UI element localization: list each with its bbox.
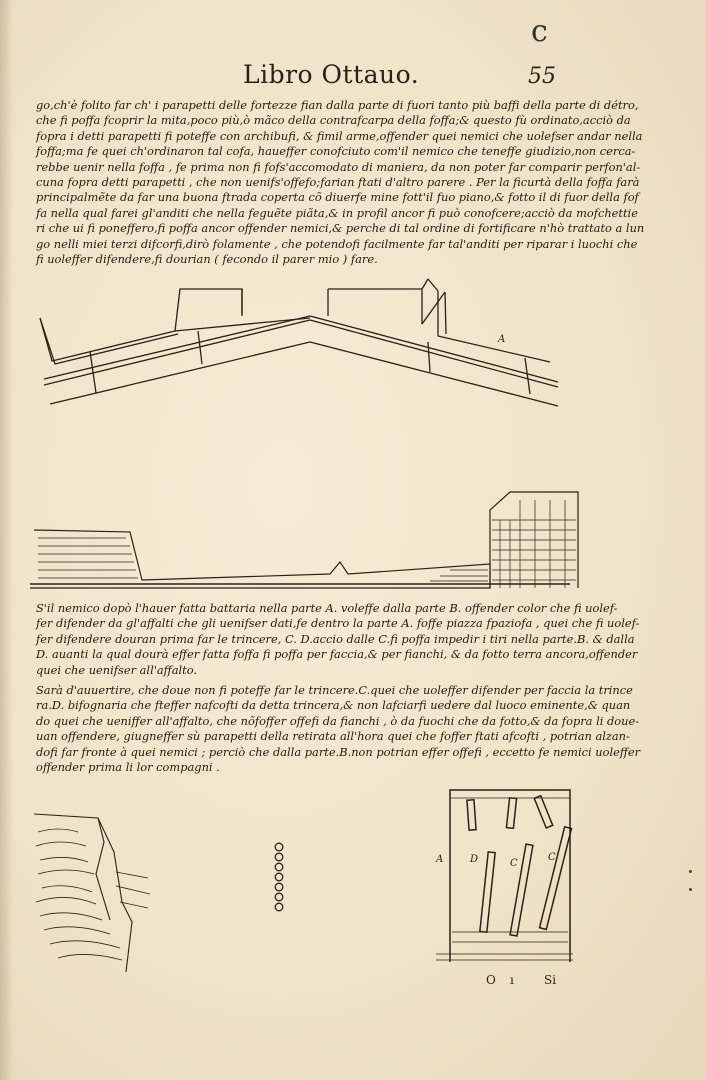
text-line: ri che ui fi poneffero,fi poffa ancor offender nemici,& perche di tal ordine di fortificare n'hò trattato a lun bbox=[36, 221, 645, 236]
chain-ornament bbox=[271, 842, 287, 914]
text-line: do quei che ueniffer all'affalto, che nõfoffer offefi da fianchi , ò da fuochi che da fotto,& da fopra li doue- bbox=[36, 713, 640, 728]
breach-figure bbox=[30, 812, 160, 972]
trench-label-c2: C bbox=[548, 852, 556, 863]
margin-dot bbox=[689, 888, 692, 891]
text-line: fer difendere douran prima far le trincere, C. D.accio dalle C.fi poffa impedir i tiri nella parte.B. & dalla bbox=[36, 631, 635, 646]
trench-label-a: A bbox=[436, 854, 444, 865]
text-line: principalmẽte da far una buona ftrada coperta cõ diuerfe mine fott'il fuo piano,& fotto il di fuor della fof bbox=[36, 190, 639, 205]
scale-label-si: Si bbox=[544, 973, 557, 987]
text-line: ra.D. bifognaria che fteffer nafcofti da detta trincera,& non lafciarfi uedere dal luoco eminente,& quan bbox=[36, 698, 631, 713]
text-line: foffa;ma fe quei ch'ordinaron tal cofa, haueffer conofciuto com'il nemico che teneffe giudizio,non cerca- bbox=[36, 144, 636, 159]
text-line: quei che uenifser all'affalto. bbox=[36, 662, 197, 677]
scale-label-o: O bbox=[486, 973, 496, 987]
paragraph-2 bbox=[36, 601, 639, 678]
text-line: fopra i detti parapetti fi poteffe con archibufi, & fimil arme,offender quei nemici che uolefser andar nella bbox=[36, 128, 643, 143]
text-line: uan offendere, giugneffer sù parapetti della retirata all'hora quei che foffer ftati afcofti , potrian alzan- bbox=[36, 729, 630, 744]
text-line: dofi far fronte à quei nemici ; perciò che dalla parte.B.non potrian effer offefi , eccetto fe nemici uoleffer bbox=[36, 744, 641, 759]
paragraph-3 bbox=[36, 683, 640, 775]
paragraph-1 bbox=[36, 98, 644, 267]
text-line: fi uoleffer difendere,fi dourian ( fecondo il parer mio ) fare. bbox=[36, 252, 378, 267]
corner-mark: c bbox=[531, 14, 548, 49]
trench-label-d: D bbox=[470, 854, 479, 865]
page-number: 55 bbox=[528, 64, 556, 89]
plan-figure bbox=[30, 276, 570, 416]
text-line: D. auanti la qual dourà effer fatta foffa fi poffa per faccia,& per fianchi, & da fotto terra ancora,offender bbox=[36, 647, 638, 662]
text-line: fa nella qual farei gl'anditi che nella feguẽte piãta,& in profil ancor fi può conofcere;acciò da mofchettie bbox=[36, 205, 638, 220]
scale-label-1: ı bbox=[510, 973, 514, 987]
text-line: S'il nemico dopò l'hauer fatta battaria nella parte A. voleffe dalla parte B. offender color che fi uolef- bbox=[36, 601, 618, 615]
margin-dot bbox=[689, 870, 692, 873]
text-line: rebbe uenir nella foffa , fe prima non fi fofs'accomodato di maniera, da non poter far comparir perfon'al- bbox=[36, 159, 641, 174]
running-title: Libro Ottauo. bbox=[243, 60, 420, 89]
text-line: go,ch'è folito far ch' i parapetti delle fortezze fian dalla parte di fuori tanto più baffi della parte di détro, bbox=[36, 98, 639, 112]
plan-label-a: A bbox=[498, 334, 506, 345]
text-line: Sarà d'auuertire, che doue non fi poteffe far le trincere.C.quei che uoleffer difender per faccia la trince bbox=[36, 683, 633, 697]
trench-plan-figure bbox=[428, 782, 578, 968]
text-line: fer difender da gl'affalti che gli uenifser dati,fe dentro la parte A. foffe piazza fpaziofa , quei che fi uolef- bbox=[36, 616, 640, 631]
text-line: che fi poffa fcoprir la mita,poco più,ò mãco della contrafcarpa della foffa;& questo fù ordinato,acciò da bbox=[36, 113, 631, 128]
trench-label-c1: C bbox=[510, 858, 518, 869]
profile-figure bbox=[30, 480, 580, 592]
text-line: offender prima li lor compagni . bbox=[36, 760, 220, 775]
text-line: go nelli miei terzi difcorfi,dirò folamente , che potendofi facilmente far tal'anditi per riparar i luochi che bbox=[36, 236, 638, 251]
text-line: cuna fopra detti parapetti , che non uenifs'offefo;farian ftati d'altro parere . Per la ficurtà della foffa farà bbox=[36, 175, 640, 190]
